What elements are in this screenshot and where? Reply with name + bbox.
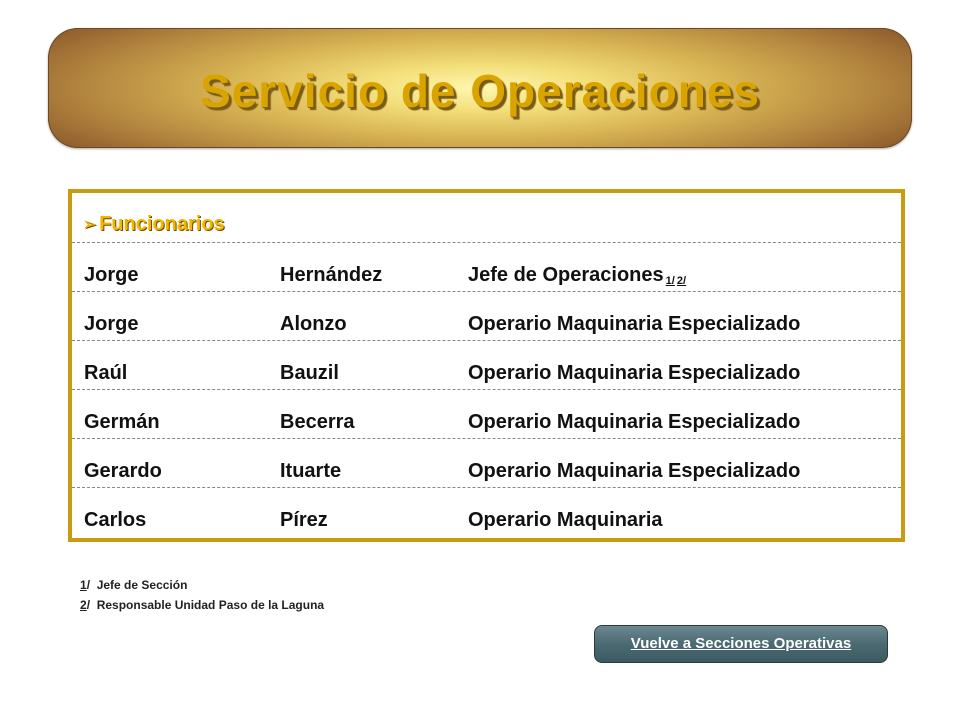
table-row	[72, 291, 901, 341]
last-name: Becerra	[280, 411, 355, 433]
first-name: Gerardo	[84, 460, 162, 482]
table-row	[72, 438, 901, 488]
first-name: Carlos	[84, 509, 147, 531]
table-row	[72, 340, 901, 390]
footnote-text: Jefe de Sección	[96, 578, 188, 592]
title-banner	[48, 28, 912, 148]
section-header-row	[72, 193, 901, 243]
role: Operario Maquinaria	[468, 509, 663, 531]
section-header-label: Funcionarios	[99, 213, 225, 235]
last-name: Ituarte	[280, 460, 342, 482]
role-text: Jefe de Operaciones	[468, 264, 664, 286]
footnote-2	[80, 598, 324, 612]
footnote-slash: /	[86, 598, 91, 612]
back-to-sections-button[interactable]: Vuelve a Secciones Operativas	[594, 625, 888, 663]
table-row	[72, 487, 901, 536]
role: Operario Maquinaria Especializado	[468, 313, 801, 335]
footnote-text: Responsable Unidad Paso de la Laguna	[96, 598, 325, 612]
last-name: Pírez	[280, 509, 328, 531]
table-row	[72, 242, 901, 292]
arrow-bullet-icon: ➢	[82, 214, 98, 234]
table-row	[72, 389, 901, 439]
footnote-number: 2	[80, 598, 87, 612]
footnote-slash: /	[86, 578, 91, 592]
first-name: Germán	[84, 411, 160, 433]
footnote-number: 1	[80, 578, 87, 592]
footnote-ref-2: 2/	[676, 275, 687, 287]
role: Operario Maquinaria Especializado	[468, 411, 801, 433]
officials-table	[68, 189, 905, 542]
first-name: Jorge	[84, 313, 139, 335]
footnote-ref-1: 1/	[665, 275, 675, 287]
section-header	[82, 213, 225, 236]
last-name: Bauzil	[280, 362, 339, 384]
last-name: Alonzo	[280, 313, 347, 335]
role: Operario Maquinaria Especializado	[468, 362, 801, 384]
role: Operario Maquinaria Especializado	[468, 460, 801, 482]
footnote-1	[80, 578, 187, 592]
page-title: Servicio de Operaciones	[200, 65, 760, 117]
first-name: Raúl	[84, 362, 128, 384]
first-name: Jorge	[84, 264, 139, 286]
last-name: Hernández	[280, 264, 383, 286]
role	[468, 264, 686, 287]
